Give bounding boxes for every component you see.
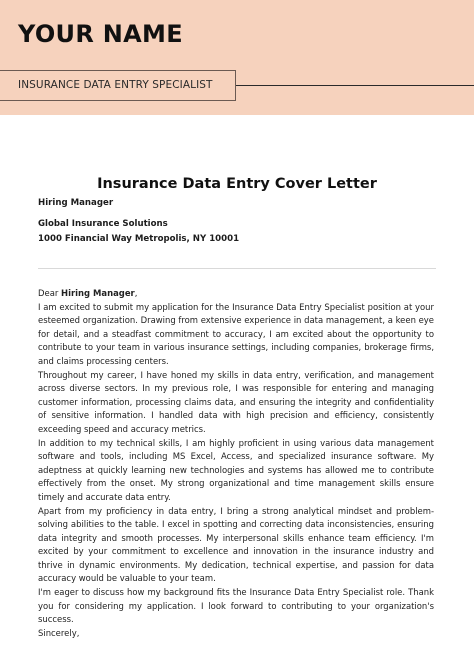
header-rule	[236, 85, 474, 86]
paragraph-2: Throughout my career, I have honed my skills in data entry, verification, and management across diverse sectors. In my previous role, I was responsible for entering and managing customer information, processing claims data, and ensuring the integrity and confidentiality of sensitive information. I handled data with high precision and efficiency, consistently exceeding speed and accuracy metrics.	[38, 369, 434, 434]
paragraph-5: I'm eager to discuss how my background fits the Insurance Data Entry Specialist role. Thank you for considering my application. I look forward to contributing to your organization's success.	[38, 587, 434, 625]
closing: Sincerely,	[38, 627, 80, 638]
section-divider	[38, 268, 436, 269]
letter-body	[38, 287, 434, 640]
company-name: Global Insurance Solutions	[38, 219, 168, 229]
paragraph-4: Apart from my proficiency in data entry, I bring a strong analytical mindset and problem-solving abilities to the table. I excel in spotting and correcting data inconsistencies, ensuring data integrity and smooth processes. My interpersonal skills enhance team efficiency. I'm excited by your commitment to excellence and innovation in the insurance industry and thrive in dynamic environments. My dedication, technical expertise, and passion for data accuracy would be valuable to your team.	[38, 505, 434, 584]
job-title: INSURANCE DATA ENTRY SPECIALIST	[18, 79, 213, 91]
company-address: 1000 Financial Way Metropolis, NY 10001	[38, 234, 240, 244]
document-title: Insurance Data Entry Cover Letter	[97, 176, 377, 192]
salutation-prefix: Dear	[38, 288, 62, 298]
paragraph-1: I am excited to submit my application for the Insurance Data Entry Specialist position at your esteemed organization. Drawing from extensive experience in data management, a keen eye for detail, and a steadfast commitment to accuracy, I am excited about the opportunity to contribute to your team in various insurance settings, including companies, brokerage firms, and claims processing centers.	[38, 301, 434, 366]
salutation-name: Hiring Manager	[61, 288, 135, 298]
salutation-punct: ,	[134, 288, 138, 298]
paragraph-3: In addition to my technical skills, I am highly proficient in using various data management software and tools, including MS Excel, Access, and specialized insurance software. My adeptness at quickly learning new technologies and systems has allowed me to contribute effectively from the onset. My strong organizational and time management skills ensure timely and accurate data entry.	[38, 437, 434, 502]
recipient-name: Hiring Manager	[38, 198, 114, 208]
applicant-name: YOUR NAME	[18, 20, 183, 48]
salutation	[38, 287, 434, 301]
